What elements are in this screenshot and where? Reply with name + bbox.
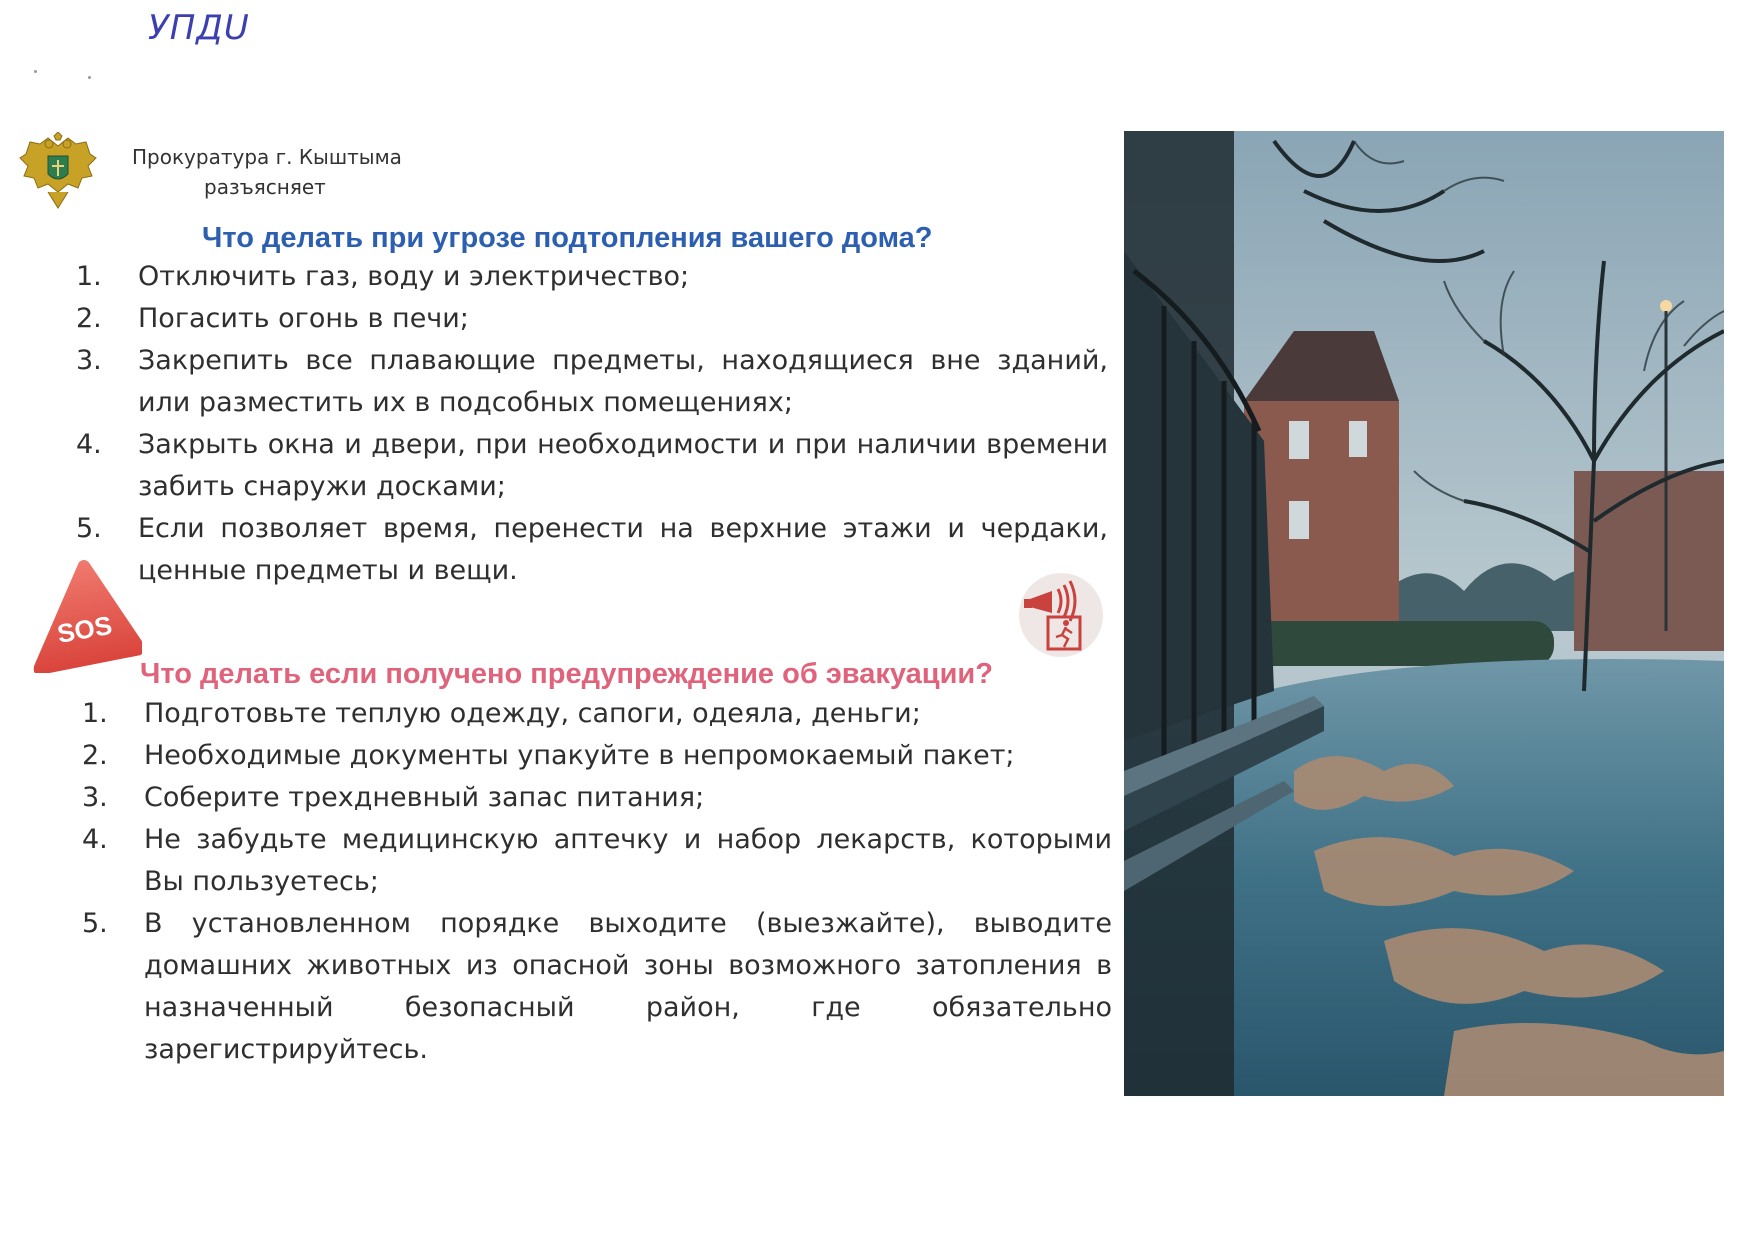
organization-name: Прокуратура г. Кыштыма xyxy=(132,145,402,169)
flood-threat-list xyxy=(76,256,1108,592)
flooded-street-photo xyxy=(1124,131,1724,1096)
evacuation-megaphone-icon xyxy=(1014,565,1108,659)
prosecutor-emblem-icon xyxy=(18,132,98,212)
handwritten-note: УПДU xyxy=(148,8,250,48)
list-item: 2. Необходимые документы упакуйте в непромокаемый пакет; xyxy=(82,740,1015,771)
organization-header xyxy=(132,142,432,202)
sos-label: SOS xyxy=(54,609,115,649)
list-item: 5. Если позволяет время, перенести на верхние этажи и чердаки, ценные предметы и вещи. xyxy=(76,513,1108,586)
list-item: 4. Не забудьте медицинскую аптечку и набор лекарств, которыми Вы пользуетесь; xyxy=(82,824,1112,897)
flood-threat-heading: Что делать при угрозе подтопления вашего дома? xyxy=(202,222,933,254)
list-item: 3. Соберите трехдневный запас питания; xyxy=(82,782,705,813)
list-item: 4. Закрыть окна и двери, при необходимости и при наличии времени забить снаружи досками; xyxy=(76,429,1108,502)
list-item: 2. Погасить огонь в печи; xyxy=(76,303,469,334)
scan-speck xyxy=(34,70,37,73)
evacuation-heading: Что делать если получено предупреждение об эвакуации? xyxy=(140,658,993,690)
list-item: 1. Подготовьте теплую одежду, сапоги, одеяла, деньги; xyxy=(82,698,921,729)
list-item: 5. В установленном порядке выходите (выезжайте), выводите домашних животных из опасной зоны возможного затопления в назначенный безопасный район, где обязательно зарегистрируйтесь. xyxy=(82,908,1112,1065)
evacuation-list xyxy=(82,693,1112,1071)
sos-warning-icon xyxy=(18,555,142,673)
list-item: 1. Отключить газ, воду и электричество; xyxy=(76,261,690,292)
list-item: 3. Закрепить все плавающие предметы, находящиеся вне зданий, или разместить их в подсобных помещениях; xyxy=(76,345,1108,418)
organization-subtitle: разъясняет xyxy=(204,175,326,199)
scan-speck xyxy=(88,76,91,79)
